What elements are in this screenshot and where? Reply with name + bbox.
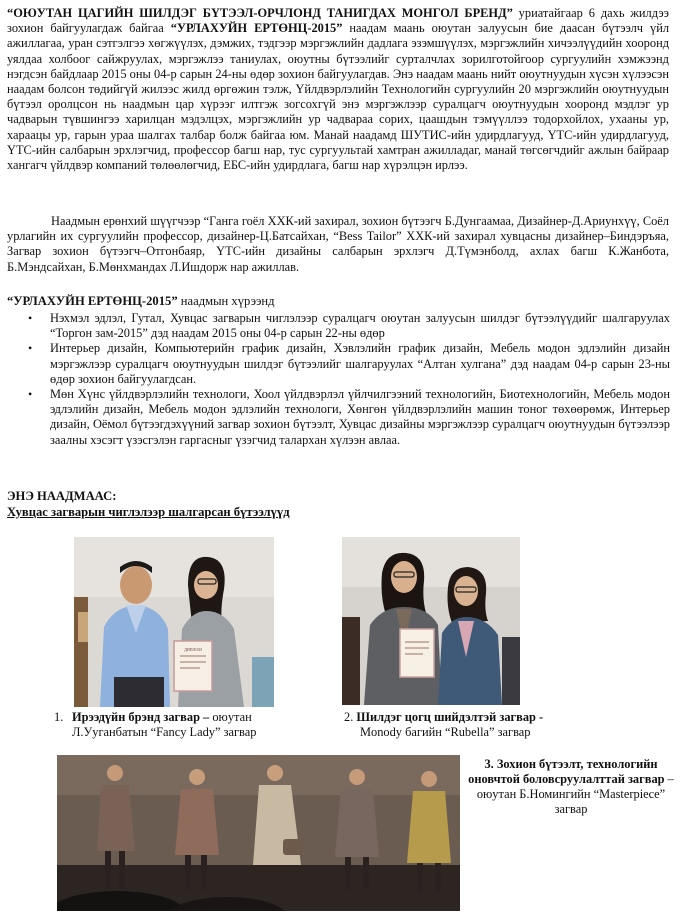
intro-paragraph xyxy=(7,6,669,204)
section-heading: ЭНЭ НААДМААС: xyxy=(7,489,117,503)
scope-line xyxy=(7,294,507,309)
section-subheading: Хувцас загварын чиглэлээр шалгарсан бүтээлүүд xyxy=(7,505,290,519)
event-list xyxy=(26,311,670,448)
caption-3-rest: – оюутан Б.Номингийн “Masterpiece” загвар xyxy=(476,772,674,816)
list-item: • Мөн Хүнс үйлдвэрлэлийн технологи, Хоол үйлдвэрлэл үйлчилгээний технологийн, Биотехнологийн, Мебель модон эдлэлийн дизайн, Мебель модон эдлэлийн технологи, Хөнгөн үйлдвэрлэлийн машин тоног төхөөрөмж, Интерьер дизайн, Оёмол бүтээгдэхүүний загвар зохион бүтээлт, Хувцас дизайны мэргэжлээр суралцагч оюутнуудын бүтээлээр заалны хэсэгт үзэсгэлэн гаргасныг үзэгчид таларxан хүлээн авлаа. xyxy=(26,387,670,448)
caption-3 xyxy=(468,757,674,817)
caption-3-title: Зохион бүтээлт, технологийн оновчтой боловсруулалттай загвар xyxy=(468,757,665,786)
list-item: • Интерьер дизайн, Компьютерийн график дизайн, Хэвлэлийн график дизайн, Мебель модон эдлэлийн дизайн мэргэжлээр суралцагч оюутнуудын шилдэг бүтээлийг шалгаруулах “Алтан хулгана” дэд наадам 04-р сарын 23-ны өдөр зохион байгуулагдсан. xyxy=(26,341,670,387)
caption-1-line2: Л.Ууганбатын “Fancy Lady” загвар xyxy=(72,725,257,739)
caption-2-number: 2. xyxy=(344,710,354,724)
runway-photo xyxy=(57,755,460,911)
winner-photo-2 xyxy=(342,537,520,705)
certificate-text: ДИПЛОМ xyxy=(184,647,202,652)
caption-1 xyxy=(54,710,314,740)
scope-event-title: “УРЛАХУЙН ЕРТӨНЦ-2015” xyxy=(7,294,178,308)
photo-1-illustration xyxy=(74,537,274,707)
caption-2-title: Шилдэг цогц шийдэлтэй загвар - xyxy=(356,710,544,724)
list-item: • Нэхмэл эдлэл, Гутал, Хувцас загварын чиглэлээр суралцагч оюутан залуусын шилдэг бүтээлүүдийг шалгаруулах “Торгон зам-2015” дэд наадам 2015 оны 04-р сарын 22-ны өдөр xyxy=(26,311,670,341)
runway-illustration xyxy=(57,755,460,911)
jury-paragraph: Наадмын ерөнхий шүүгчээр “Ганга гоёл ХХК-ий захирал, зохион бүтээгч Б.Дунгаамаа, Дизайнер-Д.Ариунхүү, Соёл урлагийн их сургуулийн профессор, дизайнер-Ц.Батсайхан, “Bess Tailor” ХХК-ий захирал хувцасны дизайнер–Биндэръяа, Загвар зохион бүтээгч–Отгонбаяр, ҮТС-ийн дизайны салбарын эрхлэгч Д.Түмэнболд, ахлах багш К.Жанбота, Б.Мэндсайхан, Б.Мөнхмандах Л.Ишдорж нар ажиллав. xyxy=(7,214,669,274)
caption-1-title: Ирээдүйн брэнд загвар – xyxy=(72,710,210,724)
scope-suffix: наадмын хүрээнд xyxy=(177,294,275,308)
event-title: “УРЛАХУЙН ЕРТӨНЦ-2015” xyxy=(170,21,343,36)
intro-text-1: уриатайгаар 6 дахь жилдээ зохион байгуулагдаж байгаа xyxy=(7,6,669,36)
caption-3-number: 3. xyxy=(484,757,494,771)
caption-1-number: 1. xyxy=(54,710,64,724)
winner-photo-1 xyxy=(74,537,274,707)
photo-2-illustration xyxy=(342,537,520,705)
caption-2 xyxy=(344,710,604,740)
brand-title: “ОЮУТАН ЦАГИЙН ШИЛДЭГ БҮТЭЭЛ-ОРЧЛОНД ТАНИГДАХ МОНГОЛ БРЕНД” xyxy=(7,6,513,20)
intro-text-2: наадам маань оюутан залуусын бие даасан бүтээлч үйл ажиллагаа, уран сэтгэлгээ хөгжүүлэх, дэмжих, тэдгээр мэргэжлийн дадлага эзэмшүүлэх, мэргэжлийн хичээлүүдийн хооронд уялдаа холбоог сайжруулах, мэргэжлээ таниулах, оюутны бүтээлийг сурталчлах зорилготойгоор сургуулийн хэмжээнд нэгдсэн байдлаар 2015 оны 04-р сарын 24-ны өдөр зохион байгуулагдав. Энэ наадам маань нийт оюутнуудын хүсэн хүлээсэн наадам болсон төдийгүй жилээс жилд өргөжин тэлж, Үйлдвэрлэлийн Технологийн сургуулийн 20 мэргэжлийн оюутнуудын бүтээл оролцсон нь наадмын цар хүрээг илтгэж зогсохгүй энэ мэргэжлээр суралцагч оюутнуудын хооронд мэдлэг ур чадварын түвшингээ харилцан мэдэлцэх, мэргэжлийн ур чадвараа сорих, цаашдын тэмүүллээ тодорхойлох, ухааны ур, хараацы ур, гарын ураа шалгах талбар болж байгаа юм. Манай наадамд ШУТИС-ийн удирдлагууд, ҮТС-ийн удирдлагууд, ҮТС-ийн салбарын эрхлэгчид, профессор багш нар, тус сургуультай хамтран ажилладаг, манай төгсөгчдийг ажлын байраар хангагч үйлдвэр компаний төлөөлөгчид, ЕБС-ийн удирдлага, багш нар хүрэлцэн ирлээ. xyxy=(7,21,670,173)
caption-2-line2: Monody багийн “Rubella” загвар xyxy=(360,725,531,739)
caption-1-rest: оюутан xyxy=(209,710,252,724)
